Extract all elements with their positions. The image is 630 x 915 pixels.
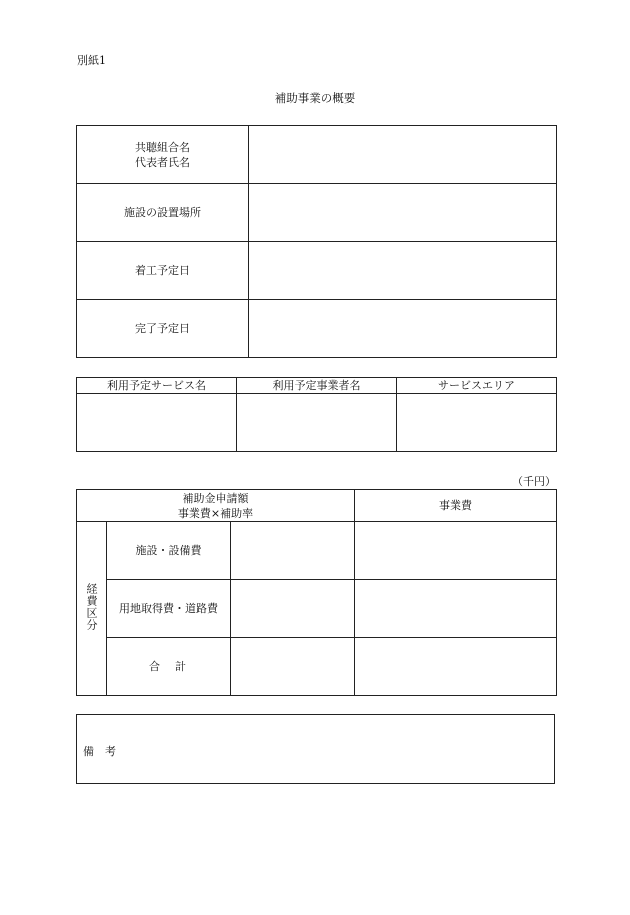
cost-row-total (77, 638, 557, 696)
group-name-value[interactable] (249, 126, 557, 184)
group-name-label: 共聴組合名 代表者氏名 (77, 126, 249, 184)
facility-subsidy-value[interactable] (231, 522, 355, 580)
cost-header-row (77, 490, 557, 522)
completion-date-label: 完了予定日 (77, 300, 249, 358)
attachment-label: 別紙1 (77, 54, 106, 67)
land-road-cost-value[interactable] (355, 580, 557, 638)
land-road-cost-label: 用地取得費・道路費 (107, 580, 231, 638)
expense-category-label: 経費区分 (85, 582, 98, 631)
location-label: 施設の設置場所 (77, 184, 249, 242)
project-cost-header: 事業費 (355, 490, 557, 522)
unit-label: （千円） (512, 475, 556, 488)
provider-name-header: 利用予定事業者名 (237, 378, 397, 394)
cost-table (76, 489, 557, 696)
cost-row-facility (77, 522, 557, 580)
subsidy-amount-header: 補助金申請額 事業費×補助率 (77, 490, 355, 522)
total-label: 合 計 (107, 638, 231, 696)
service-area-header: サービスエリア (397, 378, 557, 394)
overview-table (76, 125, 557, 358)
service-value-row (77, 394, 557, 452)
completion-date-value[interactable] (249, 300, 557, 358)
start-date-label: 着工予定日 (77, 242, 249, 300)
service-table (76, 377, 557, 452)
facility-cost-value[interactable] (355, 522, 557, 580)
location-value[interactable] (249, 184, 557, 242)
service-name-value[interactable] (77, 394, 237, 452)
overview-row-completion-date (77, 300, 557, 358)
total-cost-value[interactable] (355, 638, 557, 696)
overview-row-group-name (77, 126, 557, 184)
total-subsidy-value[interactable] (231, 638, 355, 696)
start-date-value[interactable] (249, 242, 557, 300)
remarks-box[interactable] (76, 714, 555, 784)
land-road-subsidy-value[interactable] (231, 580, 355, 638)
cost-row-land-road (77, 580, 557, 638)
expense-category-cell (77, 522, 107, 696)
overview-row-location (77, 184, 557, 242)
remarks-label: 備 考 (83, 745, 116, 758)
service-area-value[interactable] (397, 394, 557, 452)
facility-cost-label: 施設・設備費 (107, 522, 231, 580)
document-title: 補助事業の概要 (274, 91, 356, 105)
service-header-row (77, 378, 557, 394)
service-name-header: 利用予定サービス名 (77, 378, 237, 394)
provider-name-value[interactable] (237, 394, 397, 452)
overview-row-start-date (77, 242, 557, 300)
